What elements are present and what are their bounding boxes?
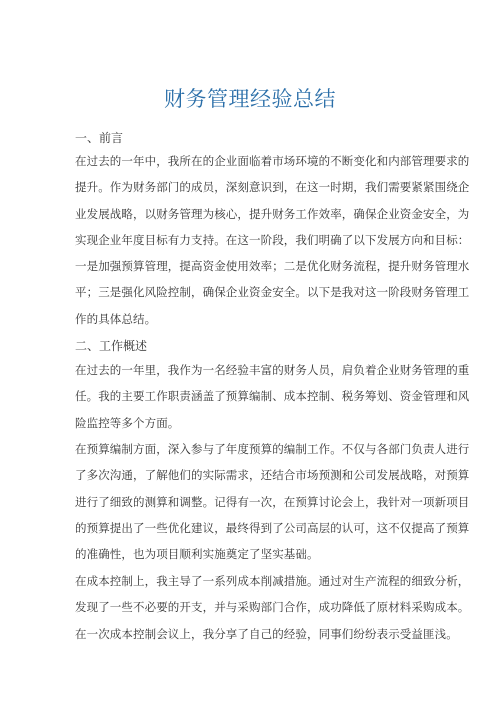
paragraph-line: 在过去的一年里，我作为一名经验丰富的财务人员，肩负着企业财务管理的重 [75, 363, 470, 377]
paragraph-cost-control [75, 568, 470, 647]
paragraph-line: 作的具体总结。 [75, 311, 157, 326]
paragraph-line: 了多次沟通，了解他们的实际需求，还结合市场预测和公司发展战略，对预算 [75, 468, 470, 483]
document-title: 财务管理经验总结 [164, 87, 336, 111]
paragraph-line: 实现企业年度目标有力支持。在这一阶段，我们明确了以下发展方向和目标： [75, 232, 470, 247]
paragraph-budget [75, 436, 470, 567]
paragraph-line: 一是加强预算管理，提高资金使用效率；二是优化财务流程，提升财务管理水 [75, 259, 470, 274]
paragraph-line: 任。我的主要工作职责涵盖了预算编制、成本控制、税务筹划、资金管理和风 [75, 389, 470, 404]
section-heading-preface: 一、前言 [75, 131, 124, 145]
paragraph-line: 在一次成本控制会议上，我分享了自己的经验，同事们纷纷表示受益匪浅。 [75, 626, 458, 641]
paragraph-line: 进行了细致的测算和调整。记得有一次，在预算讨论会上，我针对一项新项目 [75, 494, 470, 509]
paragraph-overview [75, 357, 470, 436]
section-heading-work-overview: 二、工作概述 [75, 339, 148, 353]
paragraph-line: 险监控等多个方面。 [75, 415, 180, 430]
paragraph-line: 在过去的一年中，我所在的企业面临着市场环境的不断变化和内部管理要求的 [75, 154, 470, 168]
paragraph-line: 的预算提出了一些优化建议，最终得到了公司高层的认可，这不仅提高了预算 [75, 520, 470, 535]
paragraph-line: 业发展战略，以财务管理为核心，提升财务工作效率，确保企业资金安全，为 [75, 206, 470, 221]
paragraph-line: 提升。作为财务部门的成员，深刻意识到，在这一时期，我们需要紧紧围绕企 [75, 180, 470, 195]
paragraph-line: 平；三是强化风险控制，确保企业资金安全。以下是我对这一阶段财务管理工 [75, 285, 470, 300]
paragraph-preface [75, 148, 470, 332]
paragraph-line: 在预算编制方面，深入参与了年度预算的编制工作。不仅与各部门负责人进行 [75, 442, 470, 456]
paragraph-line: 的准确性，也为项目顺利实施奠定了坚实基础。 [75, 547, 319, 562]
paragraph-line: 发现了一些不必要的开支，并与采购部门合作，成功降低了原材料采购成本。 [75, 600, 470, 615]
paragraph-line: 在成本控制上，我主导了一系列成本削减措施。通过对生产流程的细致分析， [75, 574, 470, 588]
